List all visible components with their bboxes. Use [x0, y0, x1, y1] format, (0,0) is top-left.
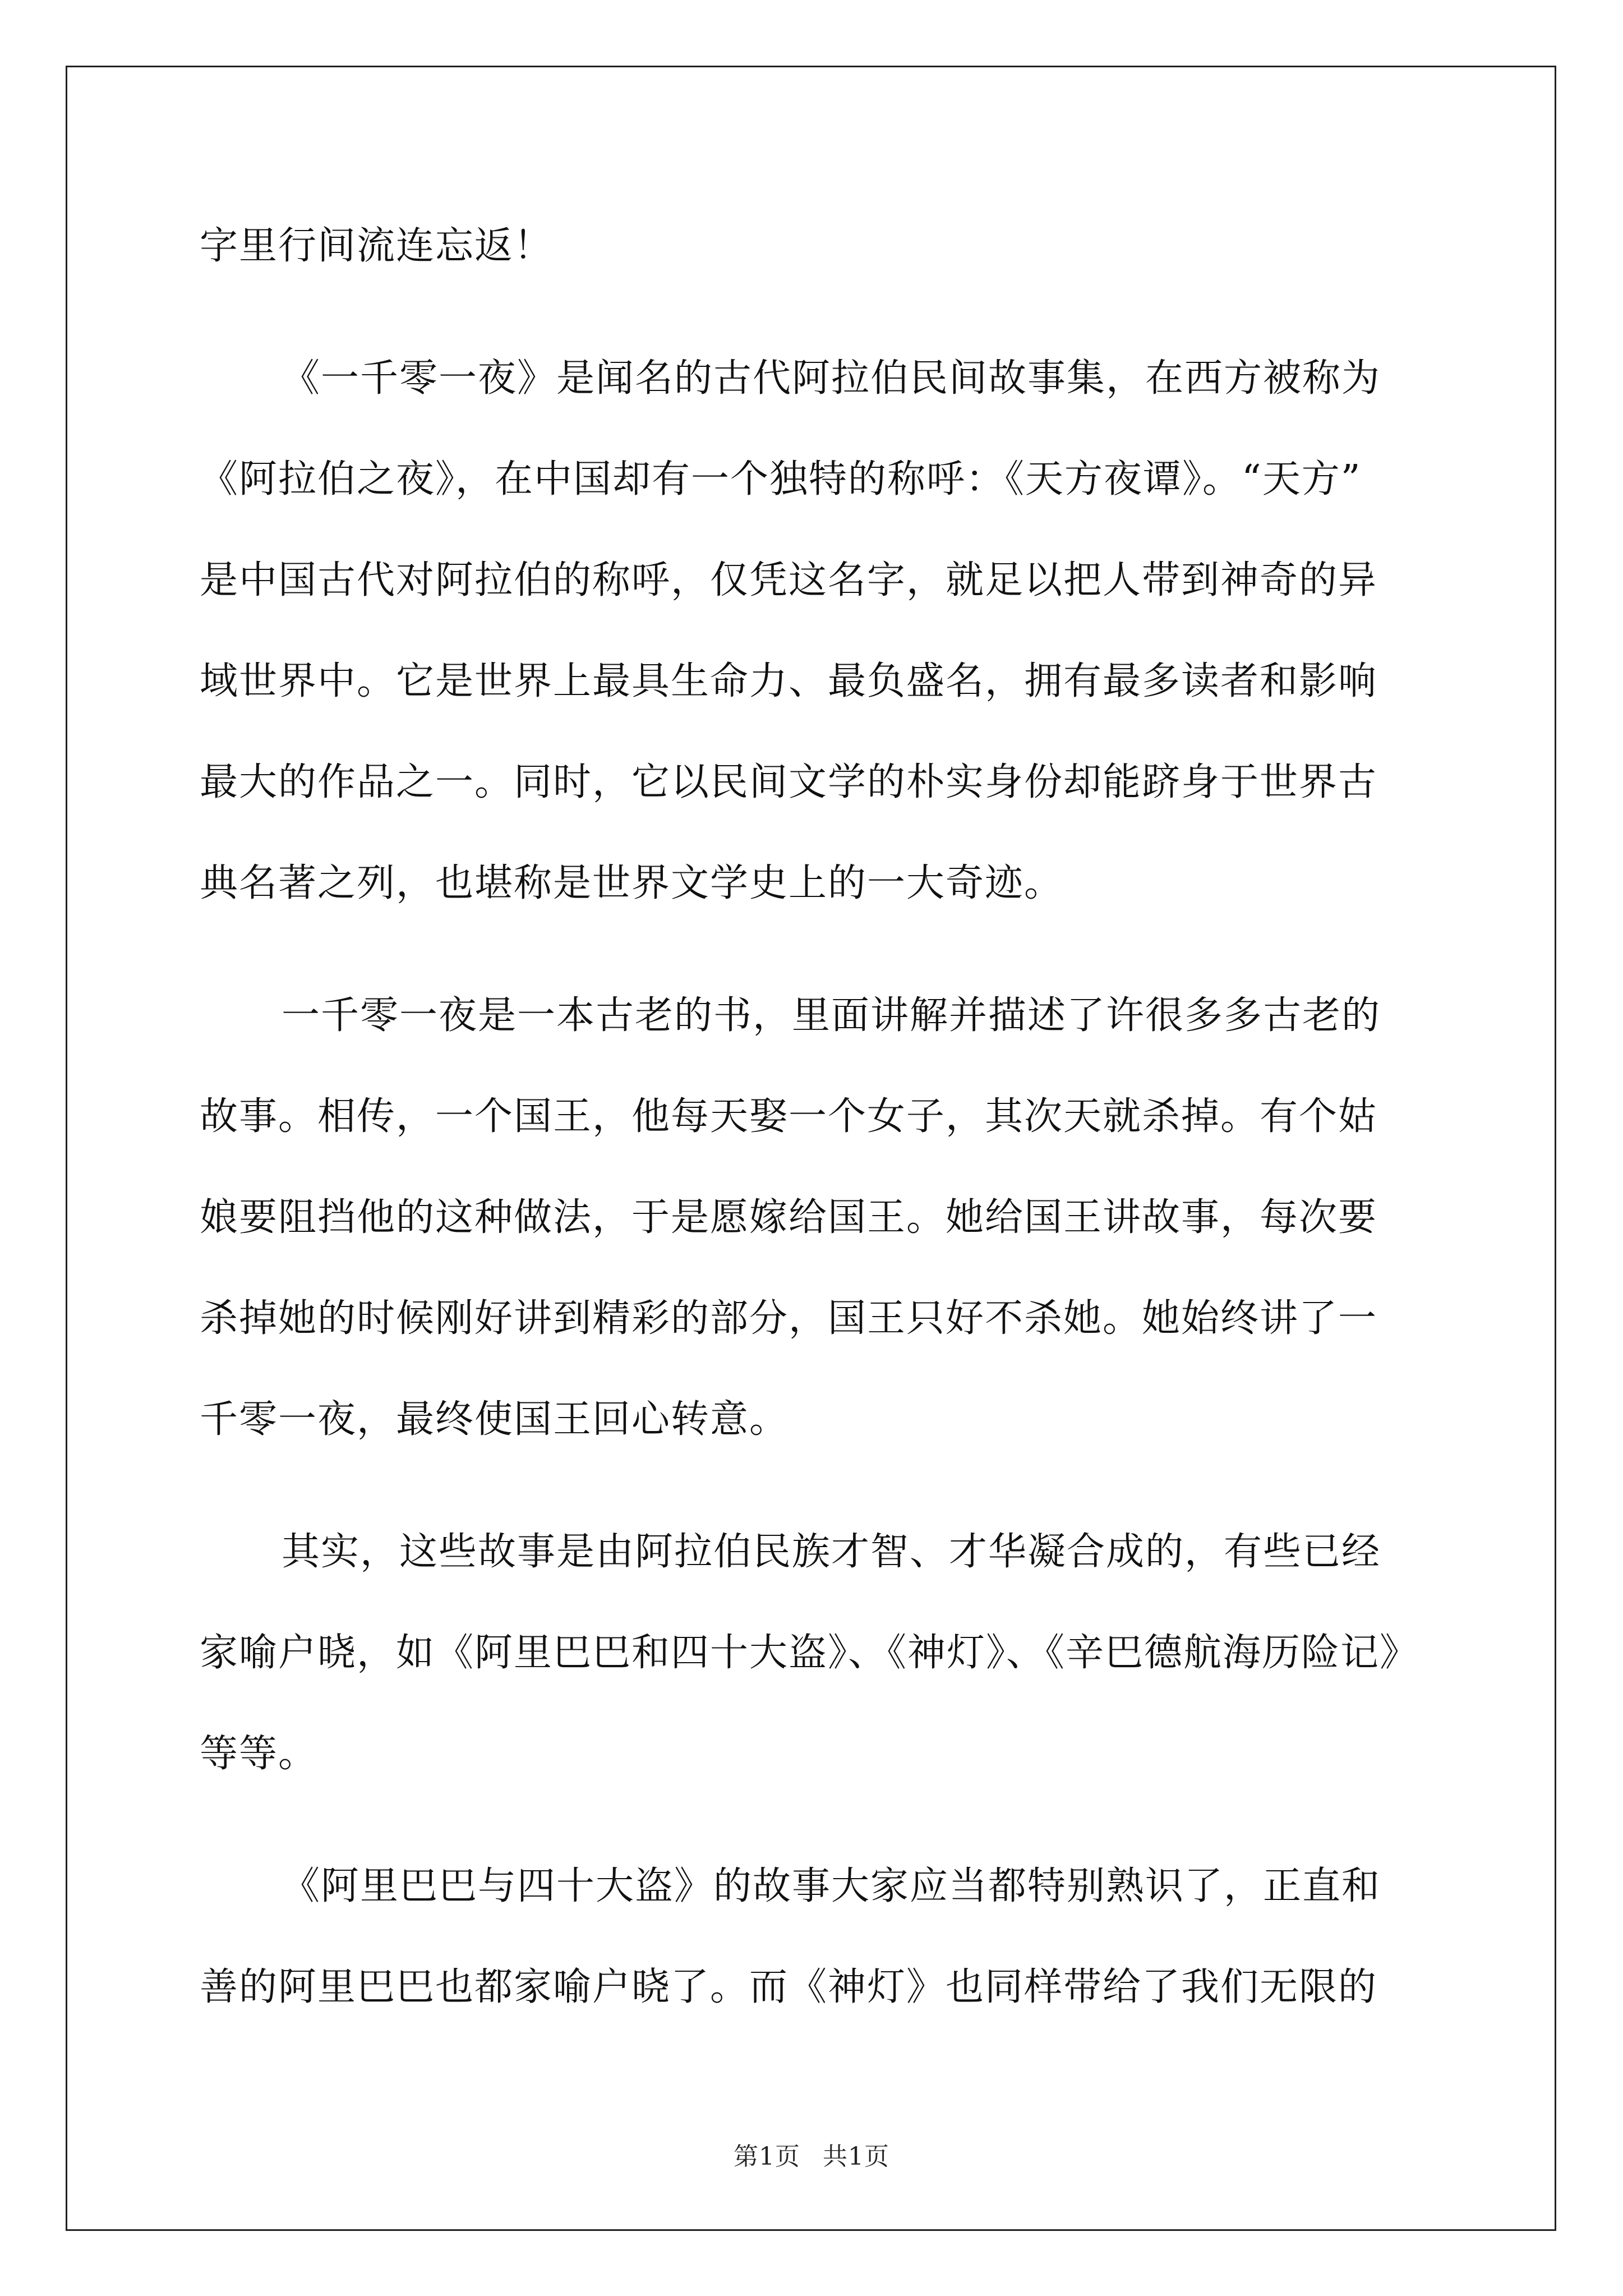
text-line: 千零一夜，最终使国王回心转意。: [200, 1397, 789, 1442]
paragraph-start-line: 其实，这些故事是由阿拉伯民族才智、才华凝合成的，有些已经: [282, 1530, 1381, 1574]
page-number: 第1页: [734, 2142, 800, 2171]
page-footer: [0, 2136, 1623, 2172]
text-line: 典名著之列，也堪称是世界文学史上的一大奇迹。: [200, 861, 1064, 905]
text-line: 杀掉她的时候刚好讲到精彩的部分，国王只好不杀她。她始终讲了一: [200, 1296, 1378, 1341]
paragraph-start-line: 《阿里巴巴与四十大盗》的故事大家应当都特别熟识了，正直和: [282, 1864, 1381, 1908]
page-total: 共1页: [823, 2142, 889, 2171]
text-line: 字里行间流连忘返！: [200, 224, 554, 268]
text-line: 《阿拉伯之夜》，在中国却有一个独特的称呼：《天方夜谭》。“天方”: [200, 457, 1362, 501]
text-line: 家喻户晓，如《阿里巴巴和四十大盗》、《神灯》、《辛巴德航海历险记》: [200, 1631, 1419, 1675]
text-line: 等等。: [200, 1732, 318, 1776]
text-line: 是中国古代对阿拉伯的称呼，仅凭这名字，就足以把人带到神奇的异: [200, 558, 1378, 602]
text-line: 最大的作品之一。同时，它以民间文学的朴实身份却能跻身于世界古: [200, 760, 1378, 804]
text-line: 故事。相传，一个国王，他每天娶一个女子，其次天就杀掉。有个姑: [200, 1094, 1378, 1139]
text-line: 域世界中。它是世界上最具生命力、最负盛名，拥有最多读者和影响: [200, 659, 1378, 703]
text-line: 善的阿里巴巴也都家喻户晓了。而《神灯》也同样带给了我们无限的: [200, 1965, 1378, 2009]
document-body: [200, 210, 1425, 2052]
paragraph-start-line: 一千零一夜是一本古老的书，里面讲解并描述了许很多多古老的: [282, 993, 1381, 1038]
paragraph-start-line: 《一千零一夜》是闻名的古代阿拉伯民间故事集，在西方被称为: [282, 356, 1381, 401]
text-line: 娘要阻挡他的这种做法，于是愿嫁给国王。她给国王讲故事，每次要: [200, 1195, 1378, 1240]
